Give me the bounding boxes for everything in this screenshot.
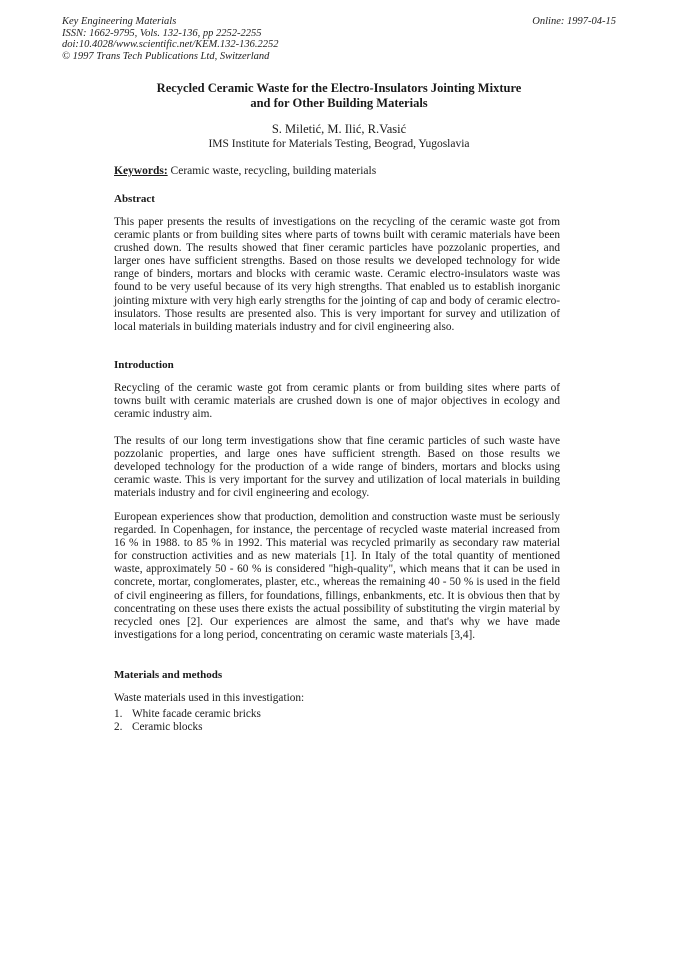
keywords-text: Ceramic waste, recycling, building materials <box>167 165 377 177</box>
copyright-line: © 1997 Trans Tech Publications Ltd, Switzerland <box>62 50 270 62</box>
issn-line: ISSN: 1662-9795, Vols. 132-136, pp 2252-2255 <box>62 27 262 39</box>
paper-title <box>100 81 578 111</box>
introduction-paragraph-2: The results of our long term investigations show that fine ceramic particles of such waste have pozzolanic properties, and large ones have sufficient strength. Based on those results we developed technology for the production of a wide range of binders, mortars and blocks using ceramic waste. This is very important for the survey and utilization of local materials in building materials industry and for civil engineering and ecology. <box>114 435 560 500</box>
title-line-2: and for Other Building Materials <box>250 96 428 110</box>
keywords-label: Keywords: <box>114 165 168 177</box>
abstract-heading: Abstract <box>114 193 155 205</box>
list-item-number: 2. <box>114 721 123 734</box>
title-line-1: Recycled Ceramic Waste for the Electro-Insulators Jointing Mixture <box>156 81 522 95</box>
introduction-paragraph-1: Recycling of the ceramic waste got from ceramic plants or from building sites where parts of towns built with ceramic materials are crushed down is one of major objectives in ecology and ceramic industry aim. <box>114 382 560 421</box>
materials-methods-heading: Materials and methods <box>114 669 223 681</box>
materials-list <box>114 708 261 734</box>
journal-name: Key Engineering Materials <box>62 16 177 27</box>
abstract-text: This paper presents the results of investigations on the recycling of the ceramic waste got from ceramic plants or from building sites where parts of towns built with ceramic materials have been crushed down. The results showed that finer ceramic particles have pozzolanic properties, and larger ones have sufficient strengths. Based on those results we developed technology for wide range of binders, mortars and blocks with ceramic waste. Ceramic electro-insulators waste was found to be very useful because of its very high strengths. That enabled us to establish inorganic jointing mixture with very high early strengths for the jointing of cap and body of ceramic electro-insulators. Those results are presented also. This is very important for survey and utilization of local materials in building materials industry and for civil engineering also. <box>114 216 560 333</box>
doi-line: doi:10.4028/www.scientific.net/KEM.132-136.2252 <box>62 39 279 50</box>
materials-intro: Waste materials used in this investigation: <box>114 692 305 704</box>
introduction-paragraph-3: European experiences show that production, demolition and construction waste must be seriously regarded. In Copenhagen, for instance, the percentage of recycled waste material increased from 16 % in 1988. to 85 % in 1992. This material was recycled primarily as secondary raw material for construction activities and as new materials [1]. In Italy of the total quantity of mentioned waste, approximately 50 - 60 % is considered "high-quality", which means that it can be used in concrete, mortar, conglomerates, plaster, etc., whereas the remaining 40 - 50 % is used in the field of civil engineering as fillers, for foundations, fillings, enbankments, etc. It is obvious then that by concentrating on these uses there exists the actual possibility of substituting the virgin material by recycled ones [2]. Our experiences are almost the same, and that's why we have made investigations for a long period, concentrating on ceramic waste materials [3,4]. <box>114 511 560 641</box>
list-item <box>114 721 261 734</box>
introduction-heading: Introduction <box>114 359 174 371</box>
journal-header <box>62 16 279 62</box>
list-item-text: Ceramic blocks <box>132 721 203 734</box>
list-item <box>114 708 261 721</box>
affiliation: IMS Institute for Materials Testing, Beograd, Yugoslavia <box>208 138 470 150</box>
online-date: Online: 1997-04-15 <box>532 16 616 27</box>
authors: S. Miletić, M. Ilić, R.Vasić <box>271 122 407 136</box>
list-item-text: White facade ceramic bricks <box>132 708 261 720</box>
list-item-number: 1. <box>114 708 123 720</box>
keywords <box>114 165 376 177</box>
